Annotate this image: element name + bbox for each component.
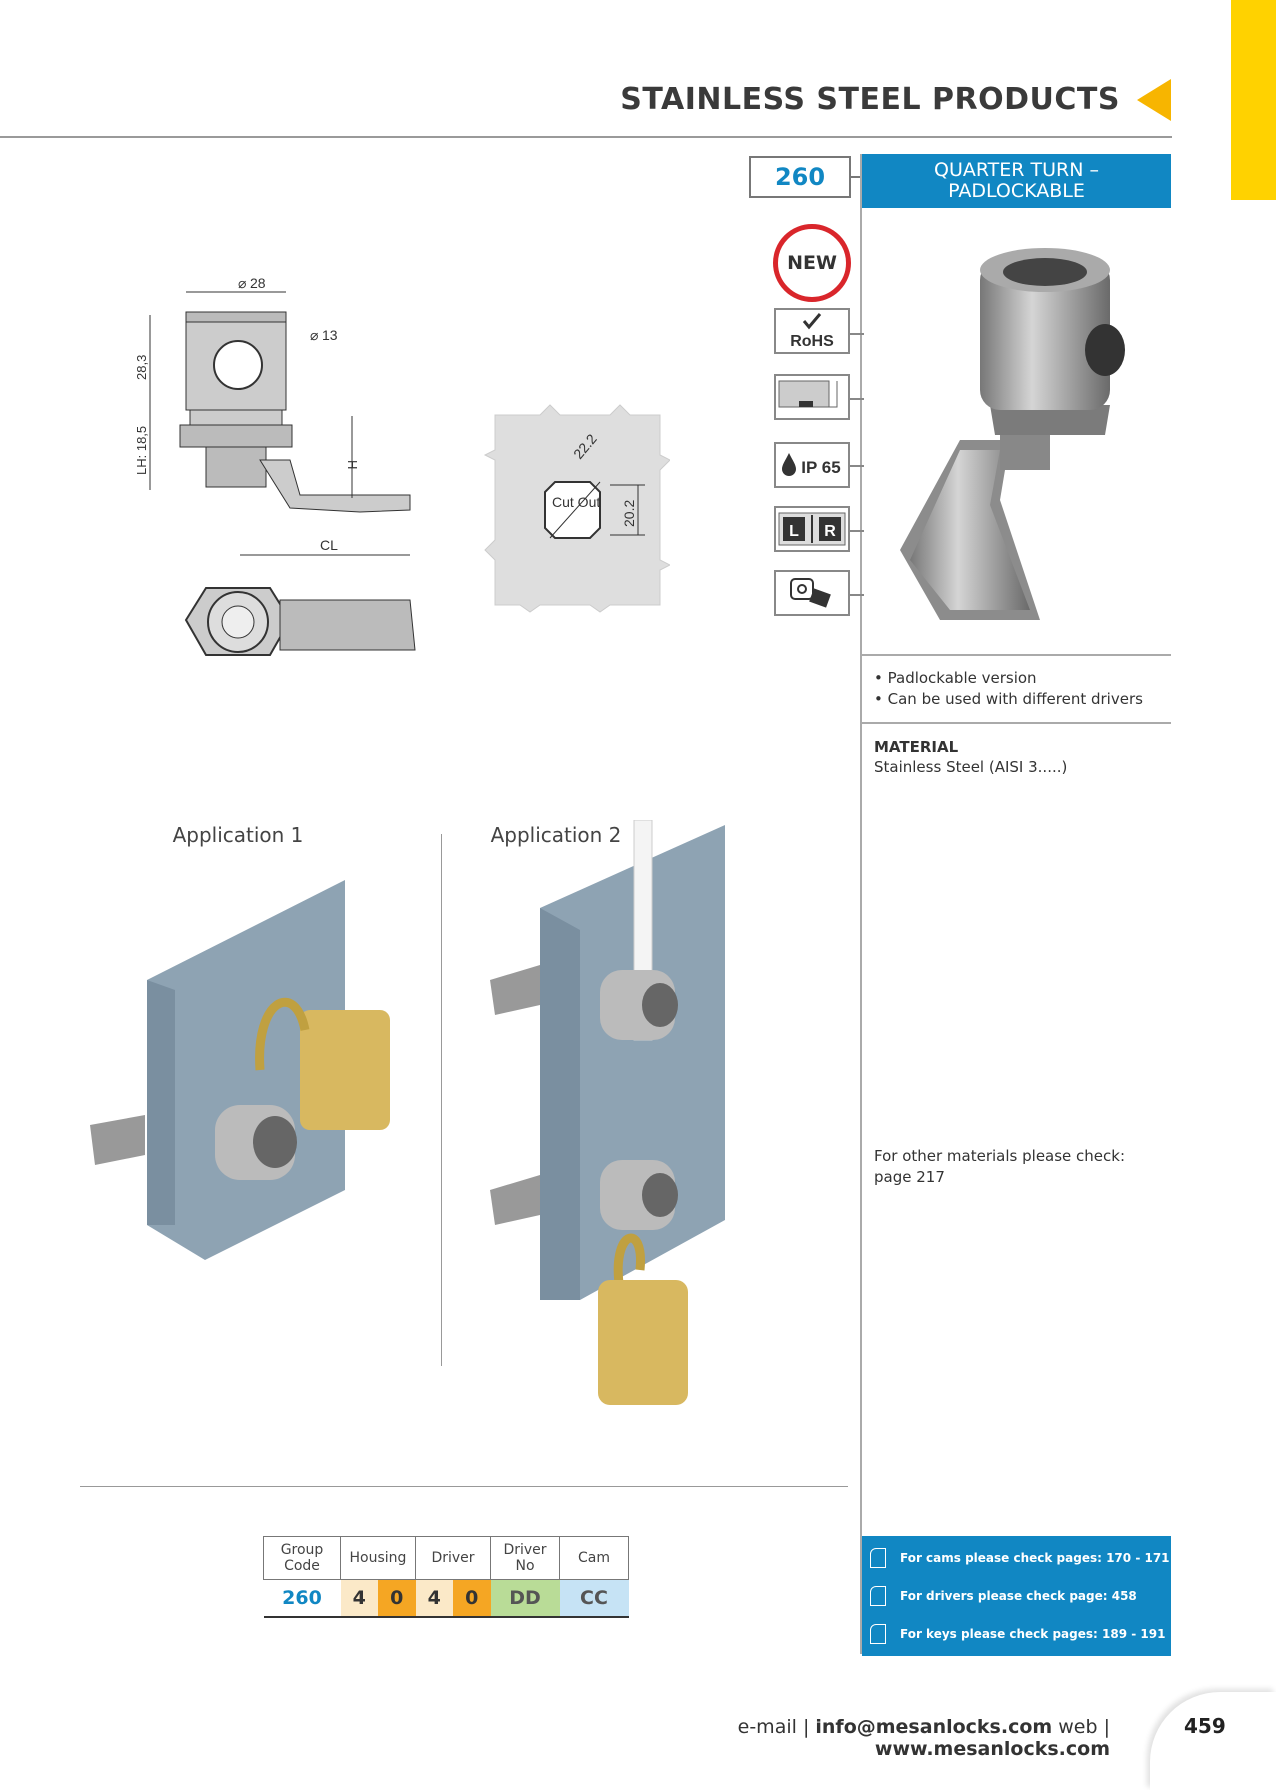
features-bottom-divider: [862, 722, 1171, 724]
header-housing: Housing: [341, 1537, 416, 1580]
header-driver: Driver: [416, 1537, 491, 1580]
ip65-label: IP 65: [801, 458, 841, 477]
page-icon: [870, 1624, 886, 1644]
web-link[interactable]: www.mesanlocks.com: [874, 1738, 1110, 1760]
left-label: L: [789, 523, 799, 540]
header-divider: [0, 136, 1172, 138]
icon-tick: [850, 594, 864, 596]
material-value: Stainless Steel (AISI 3.....): [874, 758, 1068, 776]
product-image: [880, 240, 1150, 630]
svg-text:⌀: ⌀: [238, 275, 247, 291]
material-label: MATERIAL: [874, 738, 959, 756]
icon-tick: [850, 398, 864, 400]
housing-digit-2: 0: [378, 1580, 416, 1618]
dim-cl: CL: [320, 537, 338, 553]
cam-value: CC: [560, 1580, 629, 1618]
dim-diameter-28: 28: [250, 275, 266, 291]
header-driver-no: Driver No: [491, 1537, 560, 1580]
rohs-icon: [774, 308, 850, 354]
driver-digit-2: 0: [453, 1580, 491, 1618]
features-list: [874, 668, 1143, 710]
column-divider: [860, 154, 862, 1654]
new-badge: NEW: [773, 224, 851, 302]
svg-text:⌀: ⌀: [310, 327, 319, 343]
other-materials-line2: page 217: [874, 1168, 945, 1186]
driver-no-value: DD: [491, 1580, 560, 1618]
other-materials-note: [874, 1146, 1164, 1188]
product-code: 260: [749, 156, 851, 198]
icon-tick: [850, 333, 864, 335]
ip65-icon: [774, 442, 850, 488]
feature-item: • Padlockable version: [874, 669, 1037, 687]
application-1-label: Application 1: [172, 823, 304, 847]
dim-h: H: [345, 460, 360, 470]
application-2-image: [470, 820, 740, 1410]
cutout-drawing: [480, 400, 670, 615]
yellow-corner-tab: [1231, 0, 1276, 200]
rohs-label: RoHS: [790, 333, 834, 350]
icon-tick: [850, 465, 864, 467]
page-icon: [870, 1548, 886, 1568]
icon-tick: [850, 530, 864, 532]
reference-drivers: For drivers please check page: 458: [862, 1578, 1171, 1614]
cutout-20-2: 20.2: [621, 499, 637, 527]
housing-digit-1: 4: [341, 1580, 379, 1618]
email-label: e-mail: [737, 1716, 797, 1738]
header-cam: Cam: [560, 1537, 629, 1580]
dim-28-3: 28,3: [134, 354, 149, 380]
reference-keys: For keys please check pages: 189 - 191: [862, 1616, 1171, 1652]
header-group-code: Group Code: [264, 1537, 341, 1580]
technical-drawing: [120, 270, 440, 710]
email-link[interactable]: info@mesanlocks.com: [815, 1716, 1053, 1738]
feature-item: • Can be used with different drivers: [874, 690, 1143, 708]
other-materials-line1: For other materials please check:: [874, 1147, 1126, 1165]
product-title-line2: PADLOCKABLE: [948, 180, 1085, 202]
right-label: R: [824, 523, 836, 540]
cutout-label: Cut Out: [552, 494, 601, 510]
driver-digit-1: 4: [416, 1580, 454, 1618]
applications-divider: [441, 834, 442, 1366]
page-number-tab: [1150, 1692, 1276, 1790]
reference-cams: For cams please check pages: 170 - 171: [862, 1540, 1171, 1576]
web-label: web: [1058, 1716, 1098, 1738]
product-title: [862, 154, 1171, 208]
group-code-value: 260: [264, 1580, 341, 1618]
references-box: [862, 1536, 1171, 1656]
panel-mount-icon: [774, 374, 850, 420]
ordering-code-table: [263, 1536, 629, 1618]
left-right-icon: [774, 506, 850, 552]
dim-lh: LH: 18,5: [134, 425, 149, 475]
product-title-line1: QUARTER TURN –: [934, 159, 1099, 181]
cutout-22-2: 22.2: [570, 430, 600, 462]
page-icon: [870, 1586, 886, 1606]
features-top-divider: [862, 654, 1171, 656]
bottom-divider: [80, 1486, 848, 1487]
dim-diameter-13: 13: [322, 327, 338, 343]
application-1-image: [85, 870, 405, 1330]
arrow-icon: [1137, 79, 1171, 121]
application-2-label: Application 2: [490, 823, 622, 847]
footer-contact: e-mail | info@mesanlocks.com web | www.mesanlocks.com: [737, 1716, 1110, 1760]
page-title: STAINLESS STEEL PRODUCTS: [620, 82, 1120, 117]
padlock-icon: [774, 570, 850, 616]
page-number: 459: [1184, 1714, 1226, 1738]
